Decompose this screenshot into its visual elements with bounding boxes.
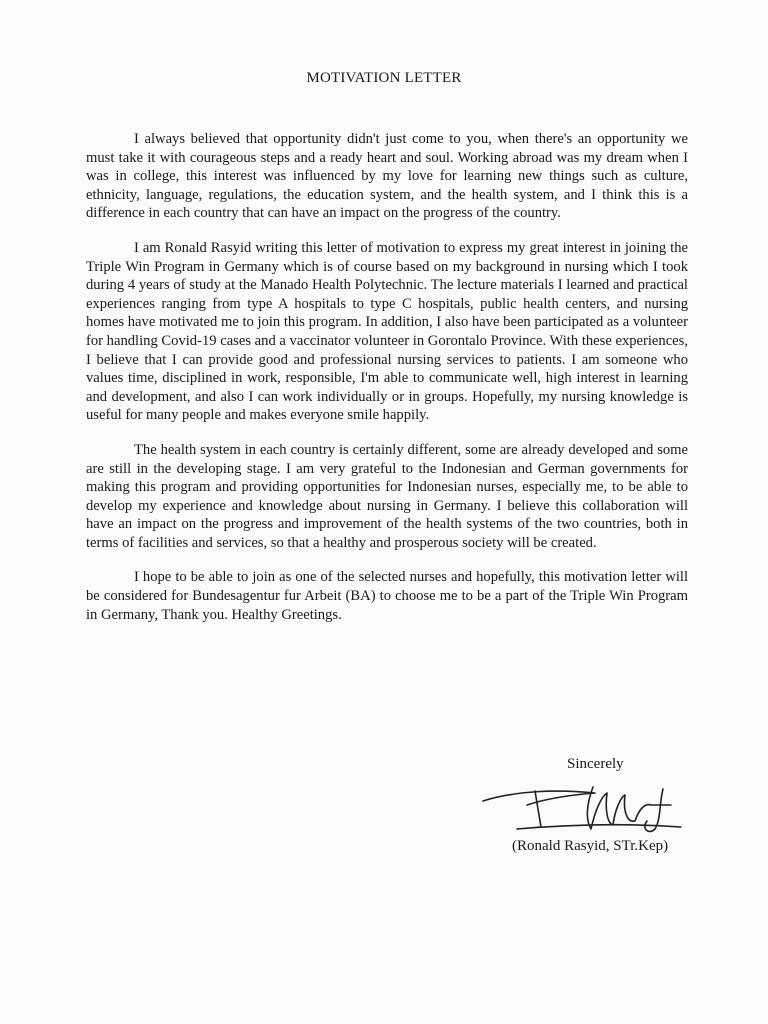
signatory-name: (Ronald Rasyid, STr.Kep) [512,838,669,854]
closing-salutation: Sincerely [567,756,624,772]
signature-icon [475,775,695,845]
paragraph-1: I always believed that opportunity didn't just come to you, when there's an opportunity we must take it with courageous steps and a ready heart and soul. Working abroad was my dream when I was in college, this interest was influenced by my love for learning new things such as culture, ethnicity, language, regulations, the education system, and the health system, and I think this is a difference in each country that can have an impact on the progress of the country. [86,131,688,222]
paragraph-4: I hope to be able to join as one of the selected nurses and hopefully, this motivation letter will be considered for Bundesagentur fur Arbeit (BA) to choose me to be a part of the Triple Win Program in Germany, Thank you. Healthy Greetings. [86,569,688,623]
letter-title: MOTIVATION LETTER [306,70,462,86]
paragraph-2: I am Ronald Rasyid writing this letter of motivation to express my great interest in joining the Triple Win Program in Germany which is of course based on my background in nursing which I took during 4 years of study at the Manado Health Polytechnic. The lecture materials I learned and practical experiences ranging from type A hospitals to type C hospitals, public health centers, and nursing homes have motivated me to join this program. In addition, I also have been participated as a volunteer for handling Covid-19 cases and a vaccinator volunteer in Gorontalo Province. With these experiences, I believe that I can provide good and professional nursing services to patients. I am someone who values time, disciplined in work, responsible, I'm able to communicate well, high interest in learning and development, and also I can work individually or in groups. Hopefully, my nursing knowledge is useful for many people and makes everyone smile happily. [86,239,688,424]
paragraph-3: The health system in each country is certainly different, some are already developed and some are still in the developing stage. I am very grateful to the Indonesian and German governments for making this program and providing opportunities for Indonesian nurses, especially me, to be able to develop my experience and knowledge about nursing in Germany. I believe this collaboration will have an impact on the progress and improvement of the health systems of the two countries, both in terms of facilities and services, so that a healthy and prosperous society will be created. [86,441,688,551]
letter-body [86,130,688,640]
